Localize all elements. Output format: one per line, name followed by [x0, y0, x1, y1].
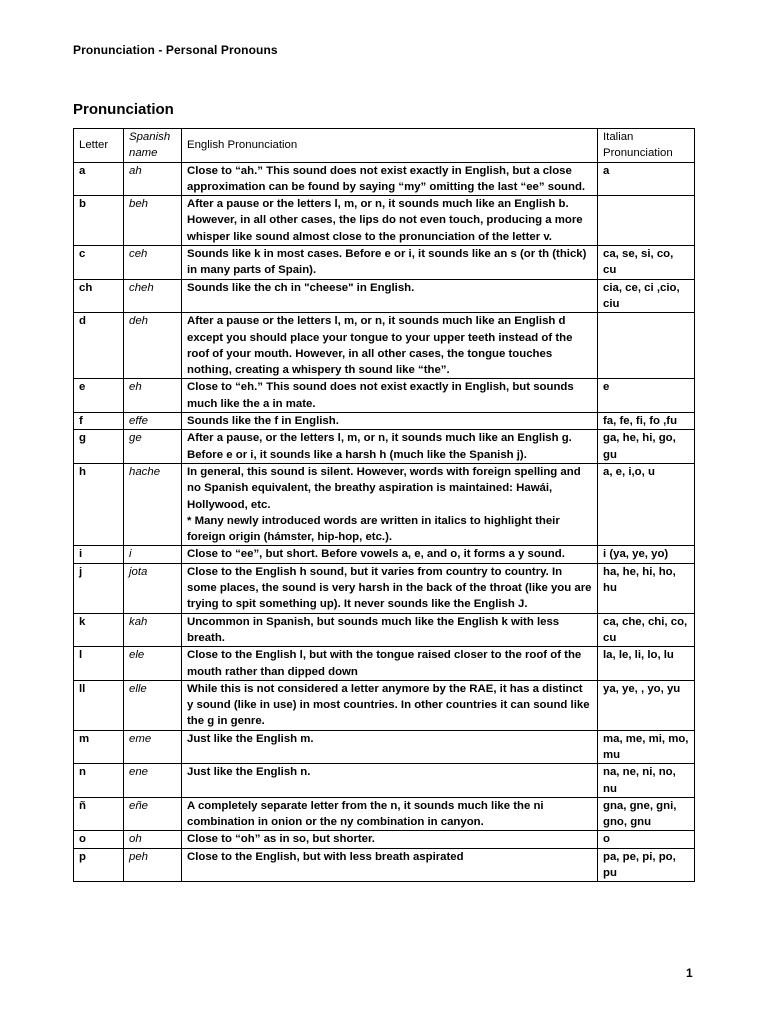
table-row [74, 246, 695, 280]
spanish-name-cell: ah [124, 162, 182, 196]
spanish-name-cell: beh [124, 196, 182, 246]
letter-cell: ñ [74, 797, 124, 831]
letter-cell: a [74, 162, 124, 196]
italian-pronunciation-cell: o [598, 831, 695, 848]
letter-cell: o [74, 831, 124, 848]
letter-cell: k [74, 613, 124, 647]
table-header-row [74, 129, 695, 163]
table-row [74, 313, 695, 379]
spanish-name-cell: deh [124, 313, 182, 379]
spanish-name-cell: eñe [124, 797, 182, 831]
table-row [74, 413, 695, 430]
italian-pronunciation-cell: ca, che, chi, co, cu [598, 613, 695, 647]
header-english-pronunciation: English Pronunciation [182, 129, 598, 163]
italian-pronunciation-cell: pa, pe, pi, po, pu [598, 848, 695, 882]
spanish-name-cell: cheh [124, 279, 182, 313]
italian-pronunciation-cell: fa, fe, fi, fo ,fu [598, 413, 695, 430]
spanish-name-cell: ele [124, 647, 182, 681]
letter-cell: d [74, 313, 124, 379]
table-row [74, 379, 695, 413]
spanish-name-cell: ge [124, 430, 182, 464]
letter-cell: l [74, 647, 124, 681]
letter-cell: i [74, 546, 124, 563]
header-letter: Letter [74, 129, 124, 163]
letter-cell: n [74, 764, 124, 798]
english-pronunciation-cell: Uncommon in Spanish, but sounds much like the English k with less breath. [182, 613, 598, 647]
header-italian-pronunciation: Italian Pronunciation [598, 129, 695, 163]
english-pronunciation-cell: While this is not considered a letter anymore by the RAE, it has a distinct y sound (like in use) in most countries. In other countries it can sound like the g in genre. [182, 680, 598, 730]
italian-pronunciation-cell: cia, ce, ci ,cio, ciu [598, 279, 695, 313]
italian-pronunciation-cell: a [598, 162, 695, 196]
letter-cell: j [74, 563, 124, 613]
spanish-name-cell: jota [124, 563, 182, 613]
letter-cell: p [74, 848, 124, 882]
italian-pronunciation-cell [598, 196, 695, 246]
running-header: Pronunciation - Personal Pronouns [73, 43, 278, 57]
italian-pronunciation-cell [598, 313, 695, 379]
english-pronunciation-cell: Close to the English, but with less breath aspirated [182, 848, 598, 882]
english-pronunciation-cell: After a pause, or the letters l, m, or n, it sounds much like an English g. Before e or i, it sounds like a harsh h (much like the Spanish j). [182, 430, 598, 464]
english-pronunciation-cell: In general, this sound is silent. However, words with foreign spelling and no Spanish equivalent, the breathy aspiration is maintained: Hawái, Hollywood, etc. * Many newly introduced words are written in italics to highlight their foreign origin (hámster, hip-hop, etc.). [182, 463, 598, 545]
italian-pronunciation-cell: a, e, i,o, u [598, 463, 695, 545]
letter-cell: c [74, 246, 124, 280]
table-row [74, 647, 695, 681]
table-row [74, 730, 695, 764]
pronunciation-table [73, 128, 695, 882]
spanish-name-cell: ene [124, 764, 182, 798]
table-row [74, 430, 695, 464]
letter-cell: e [74, 379, 124, 413]
table-row [74, 680, 695, 730]
page-number: 1 [686, 966, 693, 980]
letter-cell: m [74, 730, 124, 764]
table-row [74, 463, 695, 545]
italian-pronunciation-cell: ya, ye, , yo, yu [598, 680, 695, 730]
italian-pronunciation-cell: na, ne, ni, no, nu [598, 764, 695, 798]
letter-cell: ll [74, 680, 124, 730]
english-pronunciation-cell: Just like the English n. [182, 764, 598, 798]
table-row [74, 831, 695, 848]
table-row [74, 848, 695, 882]
spanish-name-cell: eh [124, 379, 182, 413]
table-row [74, 546, 695, 563]
section-title: Pronunciation [73, 101, 174, 118]
header-spanish-name: Spanish name [124, 129, 182, 163]
italian-pronunciation-cell: e [598, 379, 695, 413]
table-row [74, 764, 695, 798]
spanish-name-cell: eme [124, 730, 182, 764]
italian-pronunciation-cell: i (ya, ye, yo) [598, 546, 695, 563]
english-pronunciation-cell: Close to the English h sound, but it varies from country to country. In some places, the sound is very harsh in the back of the throat (like you are trying to spit something up). It never sounds like the English J. [182, 563, 598, 613]
italian-pronunciation-cell: ha, he, hi, ho, hu [598, 563, 695, 613]
english-pronunciation-cell: Close to “ee”, but short. Before vowels a, e, and o, it forms a y sound. [182, 546, 598, 563]
italian-pronunciation-cell: ma, me, mi, mo, mu [598, 730, 695, 764]
letter-cell: h [74, 463, 124, 545]
italian-pronunciation-cell: ca, se, si, co, cu [598, 246, 695, 280]
spanish-name-cell: effe [124, 413, 182, 430]
english-pronunciation-cell: After a pause or the letters l, m, or n, it sounds much like an English d except you should place your tongue to your upper teeth instead of the roof of your mouth. However, in all other cases, the tongue touches nothing, creating a whispery th sound like “the”. [182, 313, 598, 379]
table-row [74, 279, 695, 313]
english-pronunciation-cell: Sounds like the ch in "cheese" in English. [182, 279, 598, 313]
spanish-name-cell: elle [124, 680, 182, 730]
letter-cell: b [74, 196, 124, 246]
spanish-name-cell: i [124, 546, 182, 563]
spanish-name-cell: ceh [124, 246, 182, 280]
english-pronunciation-cell: Sounds like k in most cases. Before e or i, it sounds like an s (or th (thick) in many parts of Spain). [182, 246, 598, 280]
letter-cell: f [74, 413, 124, 430]
table-row [74, 162, 695, 196]
table-row [74, 563, 695, 613]
english-pronunciation-cell: Sounds like the f in English. [182, 413, 598, 430]
english-pronunciation-cell: Close to “ah.” This sound does not exist exactly in English, but a close approximation can be found by saying “my” omitting the last “ee” sound. [182, 162, 598, 196]
italian-pronunciation-cell: la, le, li, lo, lu [598, 647, 695, 681]
english-pronunciation-cell: A completely separate letter from the n, it sounds much like the ni combination in onion or the ny combination in canyon. [182, 797, 598, 831]
table-row [74, 797, 695, 831]
spanish-name-cell: peh [124, 848, 182, 882]
english-pronunciation-cell: Close to “eh.” This sound does not exist exactly in English, but sounds much like the a in mate. [182, 379, 598, 413]
spanish-name-cell: hache [124, 463, 182, 545]
letter-cell: ch [74, 279, 124, 313]
italian-pronunciation-cell: gna, gne, gni, gno, gnu [598, 797, 695, 831]
spanish-name-cell: kah [124, 613, 182, 647]
english-pronunciation-cell: Close to “oh” as in so, but shorter. [182, 831, 598, 848]
english-pronunciation-cell: After a pause or the letters l, m, or n, it sounds much like an English b. However, in all other cases, the lips do not even touch, producing a more whisper like sound almost close to the pronunciation of the letter v. [182, 196, 598, 246]
table-row [74, 613, 695, 647]
table-body [74, 162, 695, 882]
english-pronunciation-cell: Close to the English l, but with the tongue raised closer to the roof of the mouth rather than dipped down [182, 647, 598, 681]
english-pronunciation-cell: Just like the English m. [182, 730, 598, 764]
spanish-name-cell: oh [124, 831, 182, 848]
italian-pronunciation-cell: ga, he, hi, go, gu [598, 430, 695, 464]
table-row [74, 196, 695, 246]
letter-cell: g [74, 430, 124, 464]
